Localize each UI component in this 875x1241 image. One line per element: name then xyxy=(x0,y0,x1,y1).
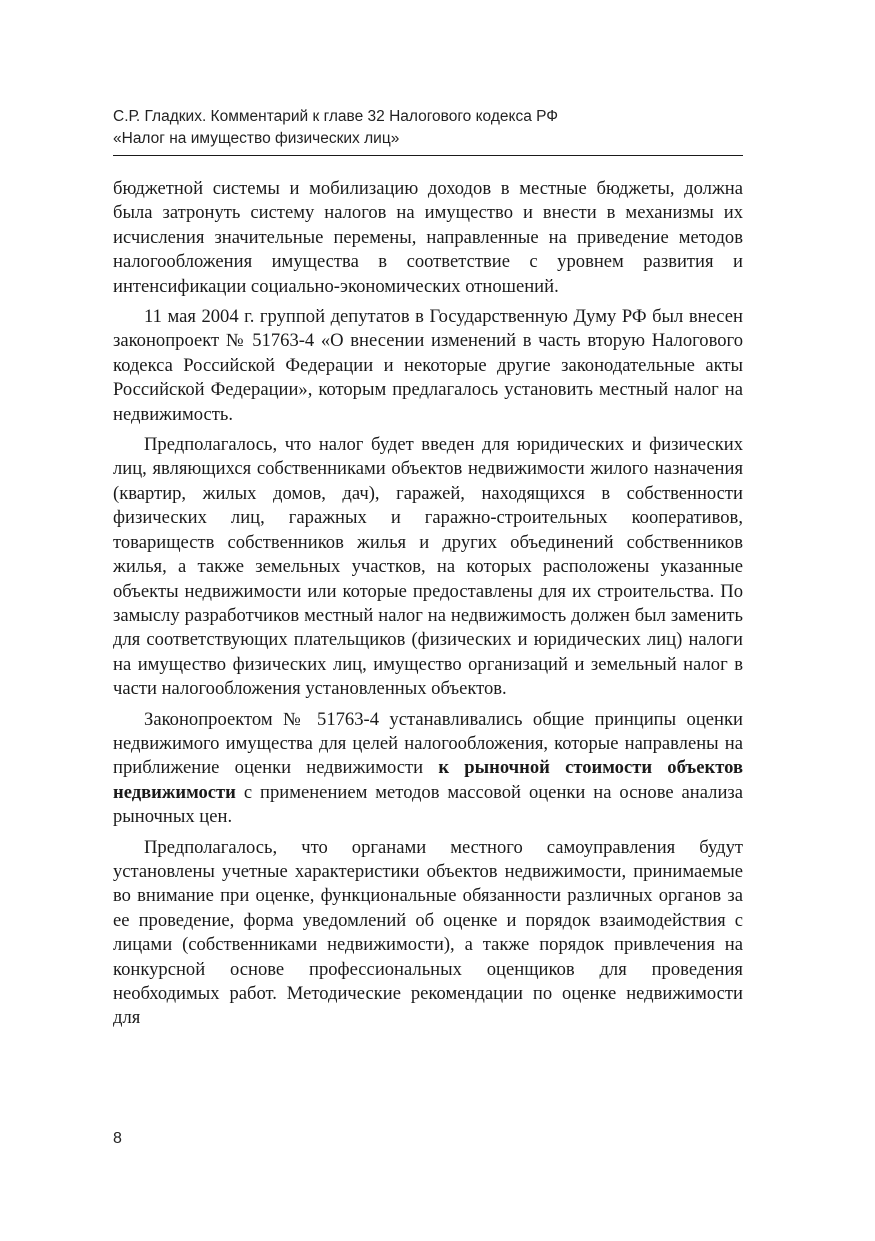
main-text xyxy=(113,177,743,1037)
paragraph-4 xyxy=(113,708,743,830)
paragraph-5: Предполагалось, что органами местного самоуправления будут установлены учетные характеристики объектов недвижимости, принимаемые во внимание при оценке, функциональные обязанности различных органов за ее проведение, форма уведомлений об оценке и порядок взаимодействия с лицами (собственниками недвижимости), а также порядок привлечения на конкурсной основе профессиональных оценщиков для проведения необходимых работ. Методические рекомендации по оценке недвижимости для xyxy=(113,836,743,1029)
paragraph-4-text-start: Законопроектом № 51763-4 устанавливались общие принципы оценки недвижимого имущества для целей налогообложения, которые направлены на приближение оценки недвижимости xyxy=(113,708,743,779)
paragraph-2: 11 мая 2004 г. группой депутатов в Государственную Думу РФ был внесен законопроект № 51763-4 «О внесении изменений в часть вторую Налогового кодекса Российской Федерации и некоторые другие законодательные акты Российской Федерации», которым предлагалось установить местный налог на недвижимость. xyxy=(113,306,743,425)
page-number: 8 xyxy=(113,1130,122,1147)
running-header xyxy=(113,106,743,150)
header-line-subtitle: «Налог на имущество физических лиц» xyxy=(113,130,400,147)
header-divider xyxy=(113,155,743,156)
paragraph-1: бюджетной системы и мобилизацию доходов в местные бюджеты, должна была затронуть систему налогов на имущество и внести в механизмы их исчисления значительные перемены, направленные на приведение методов налогообложения имущества в соответствие с уровнем развития и интенсификации социально-экономических отношений. xyxy=(113,178,743,297)
paragraph-3: Предполагалось, что налог будет введен для юридических и физических лиц, являющихся собственниками объектов недвижимости жилого назначения (квартир, жилых домов, дач), гаражей, находящихся в собственности физических лиц, гаражных и гаражно-строительных кооперативов, товариществ собственников жилья и других объединений собственников жилья, а также земельных участков, на которых расположены указанные объекты недвижимости или которые предоставлены для их строительства. По замыслу разработчиков местный налог на недвижимость должен был заменить для соответствующих плательщиков (физических и юридических лиц) налоги на имущество физических лиц, имущество организаций и земельный налог в части налогообложения установленных объектов. xyxy=(113,434,743,700)
paragraph-4-bold-phrase: к рыночной стоимости объектов недвижимости xyxy=(113,757,743,803)
paragraph-4-text-end: с применением методов массовой оценки на основе анализа рыночных цен. xyxy=(113,781,743,828)
header-line-author-title: С.Р. Гладких. Комментарий к главе 32 Налогового кодекса РФ xyxy=(113,108,559,125)
